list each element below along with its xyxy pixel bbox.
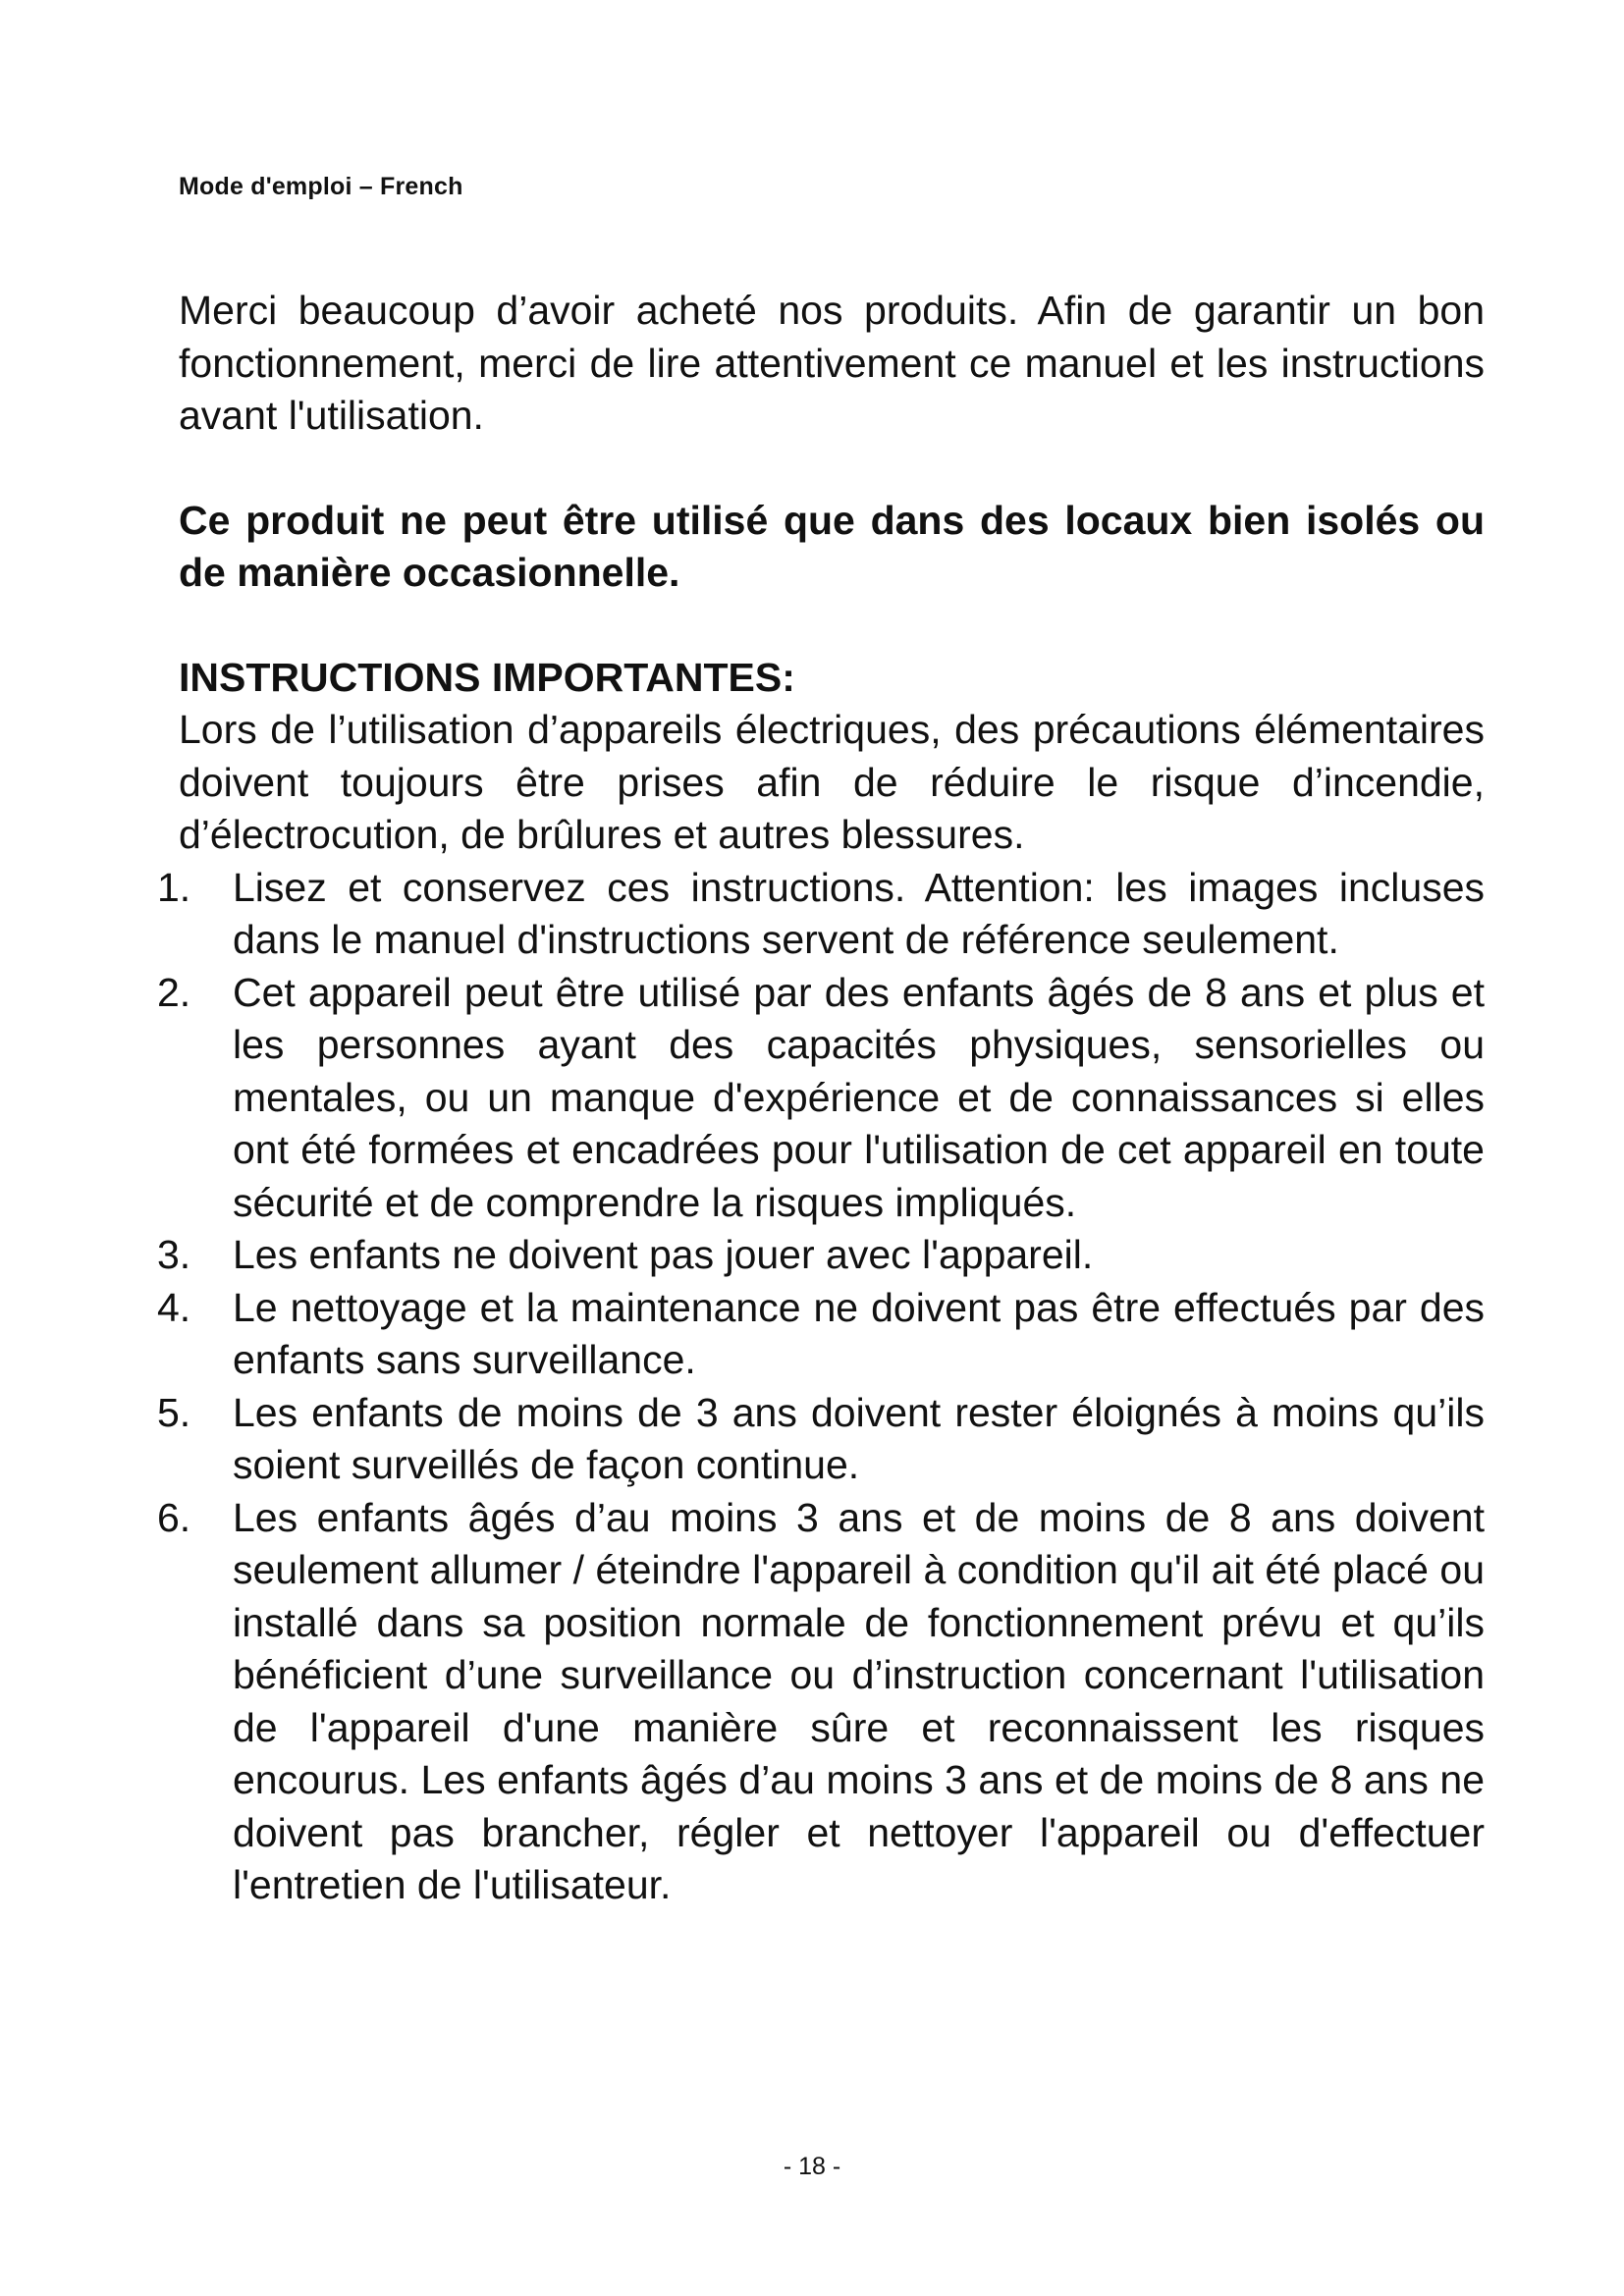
list-item (157, 1492, 1485, 1912)
list-item-text: Cet appareil peut être utilisé par des enfants âgés de 8 ans et plus et les personnes ayant des capacités physiques, sensorielles ou mentales, ou un manque d'expérience et de connaissances si elles ont été formées et encadrées pour l'utilisation de cet appareil en toute sécurité et de comprendre la risques impliqués. (233, 969, 1485, 1225)
list-item-text: Lisez et conservez ces instructions. Attention: les images incluses dans le manuel d'instructions servent de référence seulement. (233, 864, 1485, 962)
list-item-number: 4. (157, 1284, 191, 1330)
list-item-number: 1. (157, 864, 191, 910)
list-item-text: Les enfants de moins de 3 ans doivent rester éloignés à moins qu’ils soient surveillés de façon continue. (233, 1389, 1485, 1487)
list-item-number: 2. (157, 969, 191, 1015)
usage-warning: Ce produit ne peut être utilisé que dans des locaux bien isolés ou de manière occasionnelle. (179, 497, 1485, 595)
list-item-text: Les enfants ne doivent pas jouer avec l'appareil. (233, 1232, 1094, 1277)
instructions-heading: INSTRUCTIONS IMPORTANTES: (179, 654, 795, 700)
list-item-text: Le nettoyage et la maintenance ne doivent pas être effectués par des enfants sans surveillance. (233, 1284, 1485, 1382)
page-number: - 18 - (783, 2153, 841, 2180)
document-header: Mode d'emploi – French (179, 173, 463, 200)
list-item (157, 967, 1485, 1230)
page-content (157, 285, 1485, 1912)
intro-paragraph: Merci beaucoup d’avoir acheté nos produits. Afin de garantir un bon fonctionnement, merci de lire attentivement ce manuel et les instructions avant l'utilisation. (179, 288, 1485, 438)
instructions-list (157, 862, 1485, 1912)
list-item (157, 1282, 1485, 1387)
list-item-number: 3. (157, 1232, 191, 1277)
instructions-lead: Lors de l’utilisation d’appareils électriques, des précautions élémentaires doivent toujours être prises afin de réduire le risque d’incendie, d’électrocution, de brûlures et autres blessures. (179, 707, 1485, 857)
list-item (157, 862, 1485, 967)
list-item (157, 1387, 1485, 1492)
list-item (157, 1229, 1485, 1282)
list-item-number: 5. (157, 1389, 191, 1435)
list-item-text: Les enfants âgés d’au moins 3 ans et de moins de 8 ans doivent seulement allumer / éteindre l'appareil à condition qu'il ait été placé ou installé dans sa position normale de fonctionnement prévu et qu’ils bénéficient d’une surveillance ou d’instruction concernant l'utilisation de l'appareil d'une manière sûre et reconnaissent les risques encourus. Les enfants âgés d’au moins 3 ans et de moins de 8 ans ne doivent pas brancher, régler et nettoyer l'appareil ou d'effectuer l'entretien de l'utilisateur. (233, 1494, 1485, 1907)
list-item-number: 6. (157, 1494, 191, 1540)
